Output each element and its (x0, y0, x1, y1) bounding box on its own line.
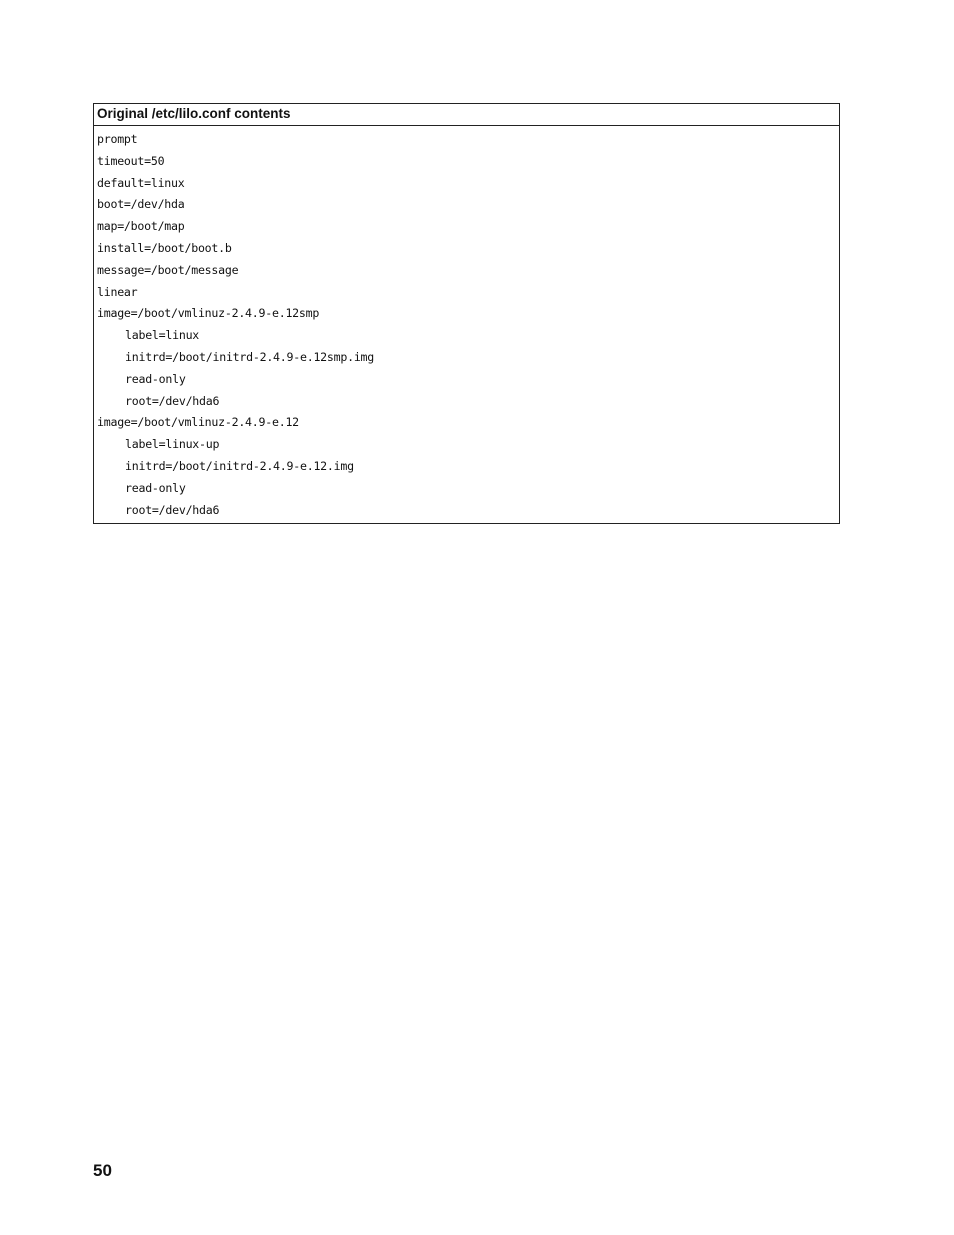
config-line: read-only (125, 480, 186, 495)
config-line: install=/boot/boot.b (97, 240, 232, 255)
config-line: map=/boot/map (97, 219, 185, 234)
config-line: root=/dev/hda6 (125, 502, 220, 517)
config-line: prompt (97, 132, 138, 146)
config-line: root=/dev/hda6 (125, 393, 220, 408)
config-listing (94, 126, 839, 523)
config-line: image=/boot/vmlinuz-2.4.9-e.12 (97, 415, 299, 430)
config-line: initrd=/boot/initrd-2.4.9-e.12smp.img (125, 349, 375, 364)
config-line: linear (97, 284, 138, 299)
config-line: label=linux-up (125, 437, 220, 452)
config-line: initrd=/boot/initrd-2.4.9-e.12.img (125, 458, 354, 473)
config-line: default=linux (97, 175, 185, 190)
config-table (93, 103, 840, 524)
config-line: message=/boot/message (97, 262, 239, 277)
config-line: timeout=50 (97, 153, 165, 168)
page-number: 50 (93, 1161, 112, 1180)
table-header: Original /etc/lilo.conf contents (94, 104, 839, 126)
config-line: boot=/dev/hda (97, 197, 185, 212)
config-line: label=linux (125, 328, 200, 343)
config-line: read-only (125, 371, 186, 386)
config-line: image=/boot/vmlinuz-2.4.9-e.12smp (97, 306, 320, 321)
